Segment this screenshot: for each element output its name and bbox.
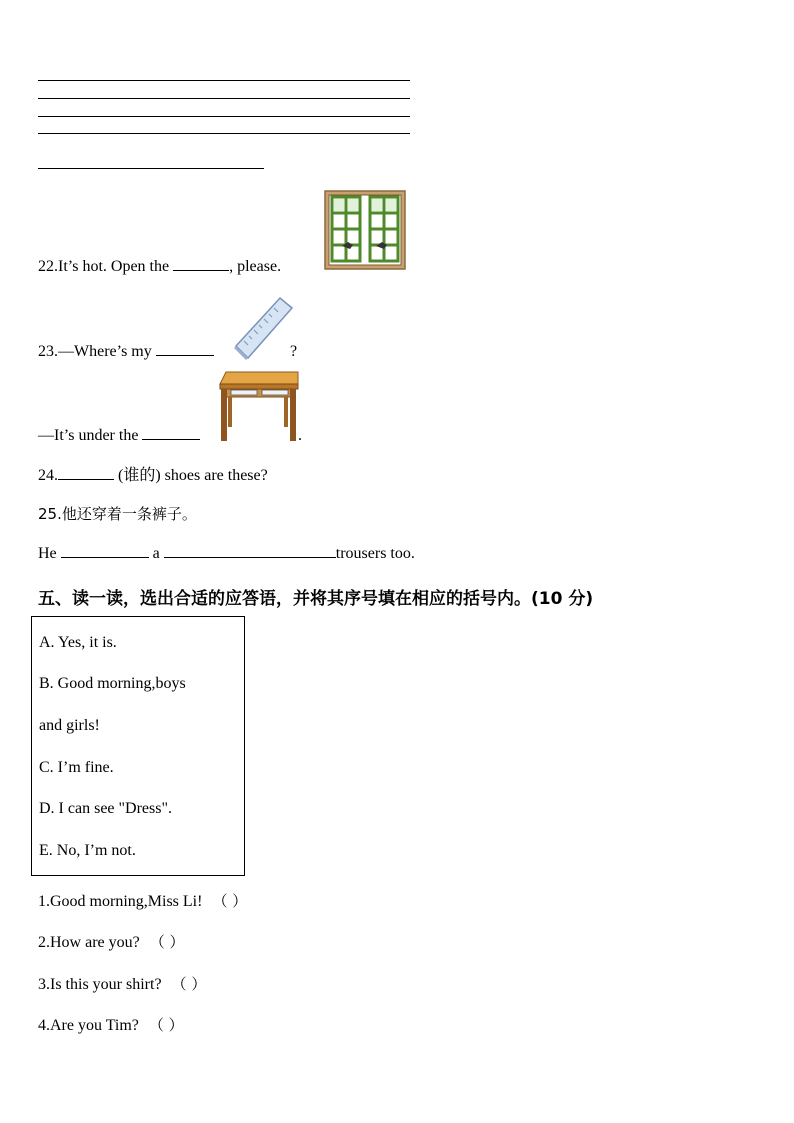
question-4-text: 4.Are you Tim? bbox=[38, 1017, 139, 1034]
answer-bracket-1[interactable]: （ ） bbox=[212, 892, 248, 910]
q23-answer-prefix: —It’s under the bbox=[38, 427, 143, 444]
option-b: B. Good morning,boys bbox=[39, 675, 186, 692]
option-d: D. I can see "Dress". bbox=[39, 800, 173, 817]
desk-icon bbox=[218, 370, 300, 442]
q23-question-prefix: 23.—Where’s my bbox=[38, 343, 156, 360]
writing-line-5 bbox=[38, 168, 264, 169]
question-2-text: 2.How are you? bbox=[38, 934, 140, 951]
question-1 bbox=[38, 890, 247, 911]
q25-blank-1[interactable] bbox=[61, 557, 149, 558]
q24-blank[interactable] bbox=[58, 479, 114, 480]
q24-hint: (谁的) shoes are these? bbox=[114, 467, 268, 484]
answer-bracket-3[interactable]: （ ） bbox=[171, 975, 207, 993]
q22-label: 22.It’s hot. Open the bbox=[38, 258, 174, 275]
question-3-text: 3.Is this your shirt? bbox=[38, 976, 162, 993]
question-1-text: 1.Good morning,Miss Li! bbox=[38, 893, 203, 910]
q23-question-mark: ? bbox=[290, 343, 298, 360]
q25-blank-2[interactable] bbox=[164, 557, 336, 558]
option-c: C. I’m fine. bbox=[39, 759, 114, 776]
option-a: A. Yes, it is. bbox=[39, 634, 117, 651]
q25-line-mid: a bbox=[152, 545, 164, 562]
option-e: E. No, I’m not. bbox=[39, 842, 136, 859]
writing-line-1 bbox=[38, 80, 410, 81]
question-25-prompt: 25.他还穿着一条裤子。 bbox=[38, 505, 197, 523]
q25-line-end: trousers too. bbox=[335, 545, 415, 562]
writing-line-2 bbox=[38, 98, 410, 99]
q23-answer bbox=[38, 427, 200, 445]
question-23 bbox=[38, 343, 214, 361]
q22-suffix: , please. bbox=[229, 258, 282, 275]
question-22 bbox=[38, 258, 281, 276]
section-5-title: 五、读一读，选出合适的应答语，并将其序号填在相应的括号内。(10 分) bbox=[38, 589, 594, 609]
q23-blank-1[interactable] bbox=[156, 355, 214, 356]
answer-bracket-2[interactable]: （ ） bbox=[149, 933, 185, 951]
q24-number: 24. bbox=[38, 467, 58, 484]
options-box bbox=[31, 616, 245, 876]
question-3 bbox=[38, 973, 206, 994]
q23-answer-period: . bbox=[298, 427, 302, 444]
q25-line-start: He bbox=[38, 545, 61, 562]
question-25-line bbox=[38, 545, 415, 563]
answer-bracket-4[interactable]: （ ） bbox=[148, 1016, 184, 1034]
question-24 bbox=[38, 462, 268, 485]
ruler-icon bbox=[232, 296, 294, 362]
writing-line-4 bbox=[38, 133, 410, 134]
q22-blank[interactable] bbox=[173, 270, 229, 271]
q23-blank-2[interactable] bbox=[142, 439, 200, 440]
question-2 bbox=[38, 931, 185, 952]
window-icon bbox=[324, 190, 406, 270]
question-4 bbox=[38, 1014, 184, 1035]
option-b-continued: and girls! bbox=[39, 717, 100, 734]
writing-line-3 bbox=[38, 116, 410, 117]
